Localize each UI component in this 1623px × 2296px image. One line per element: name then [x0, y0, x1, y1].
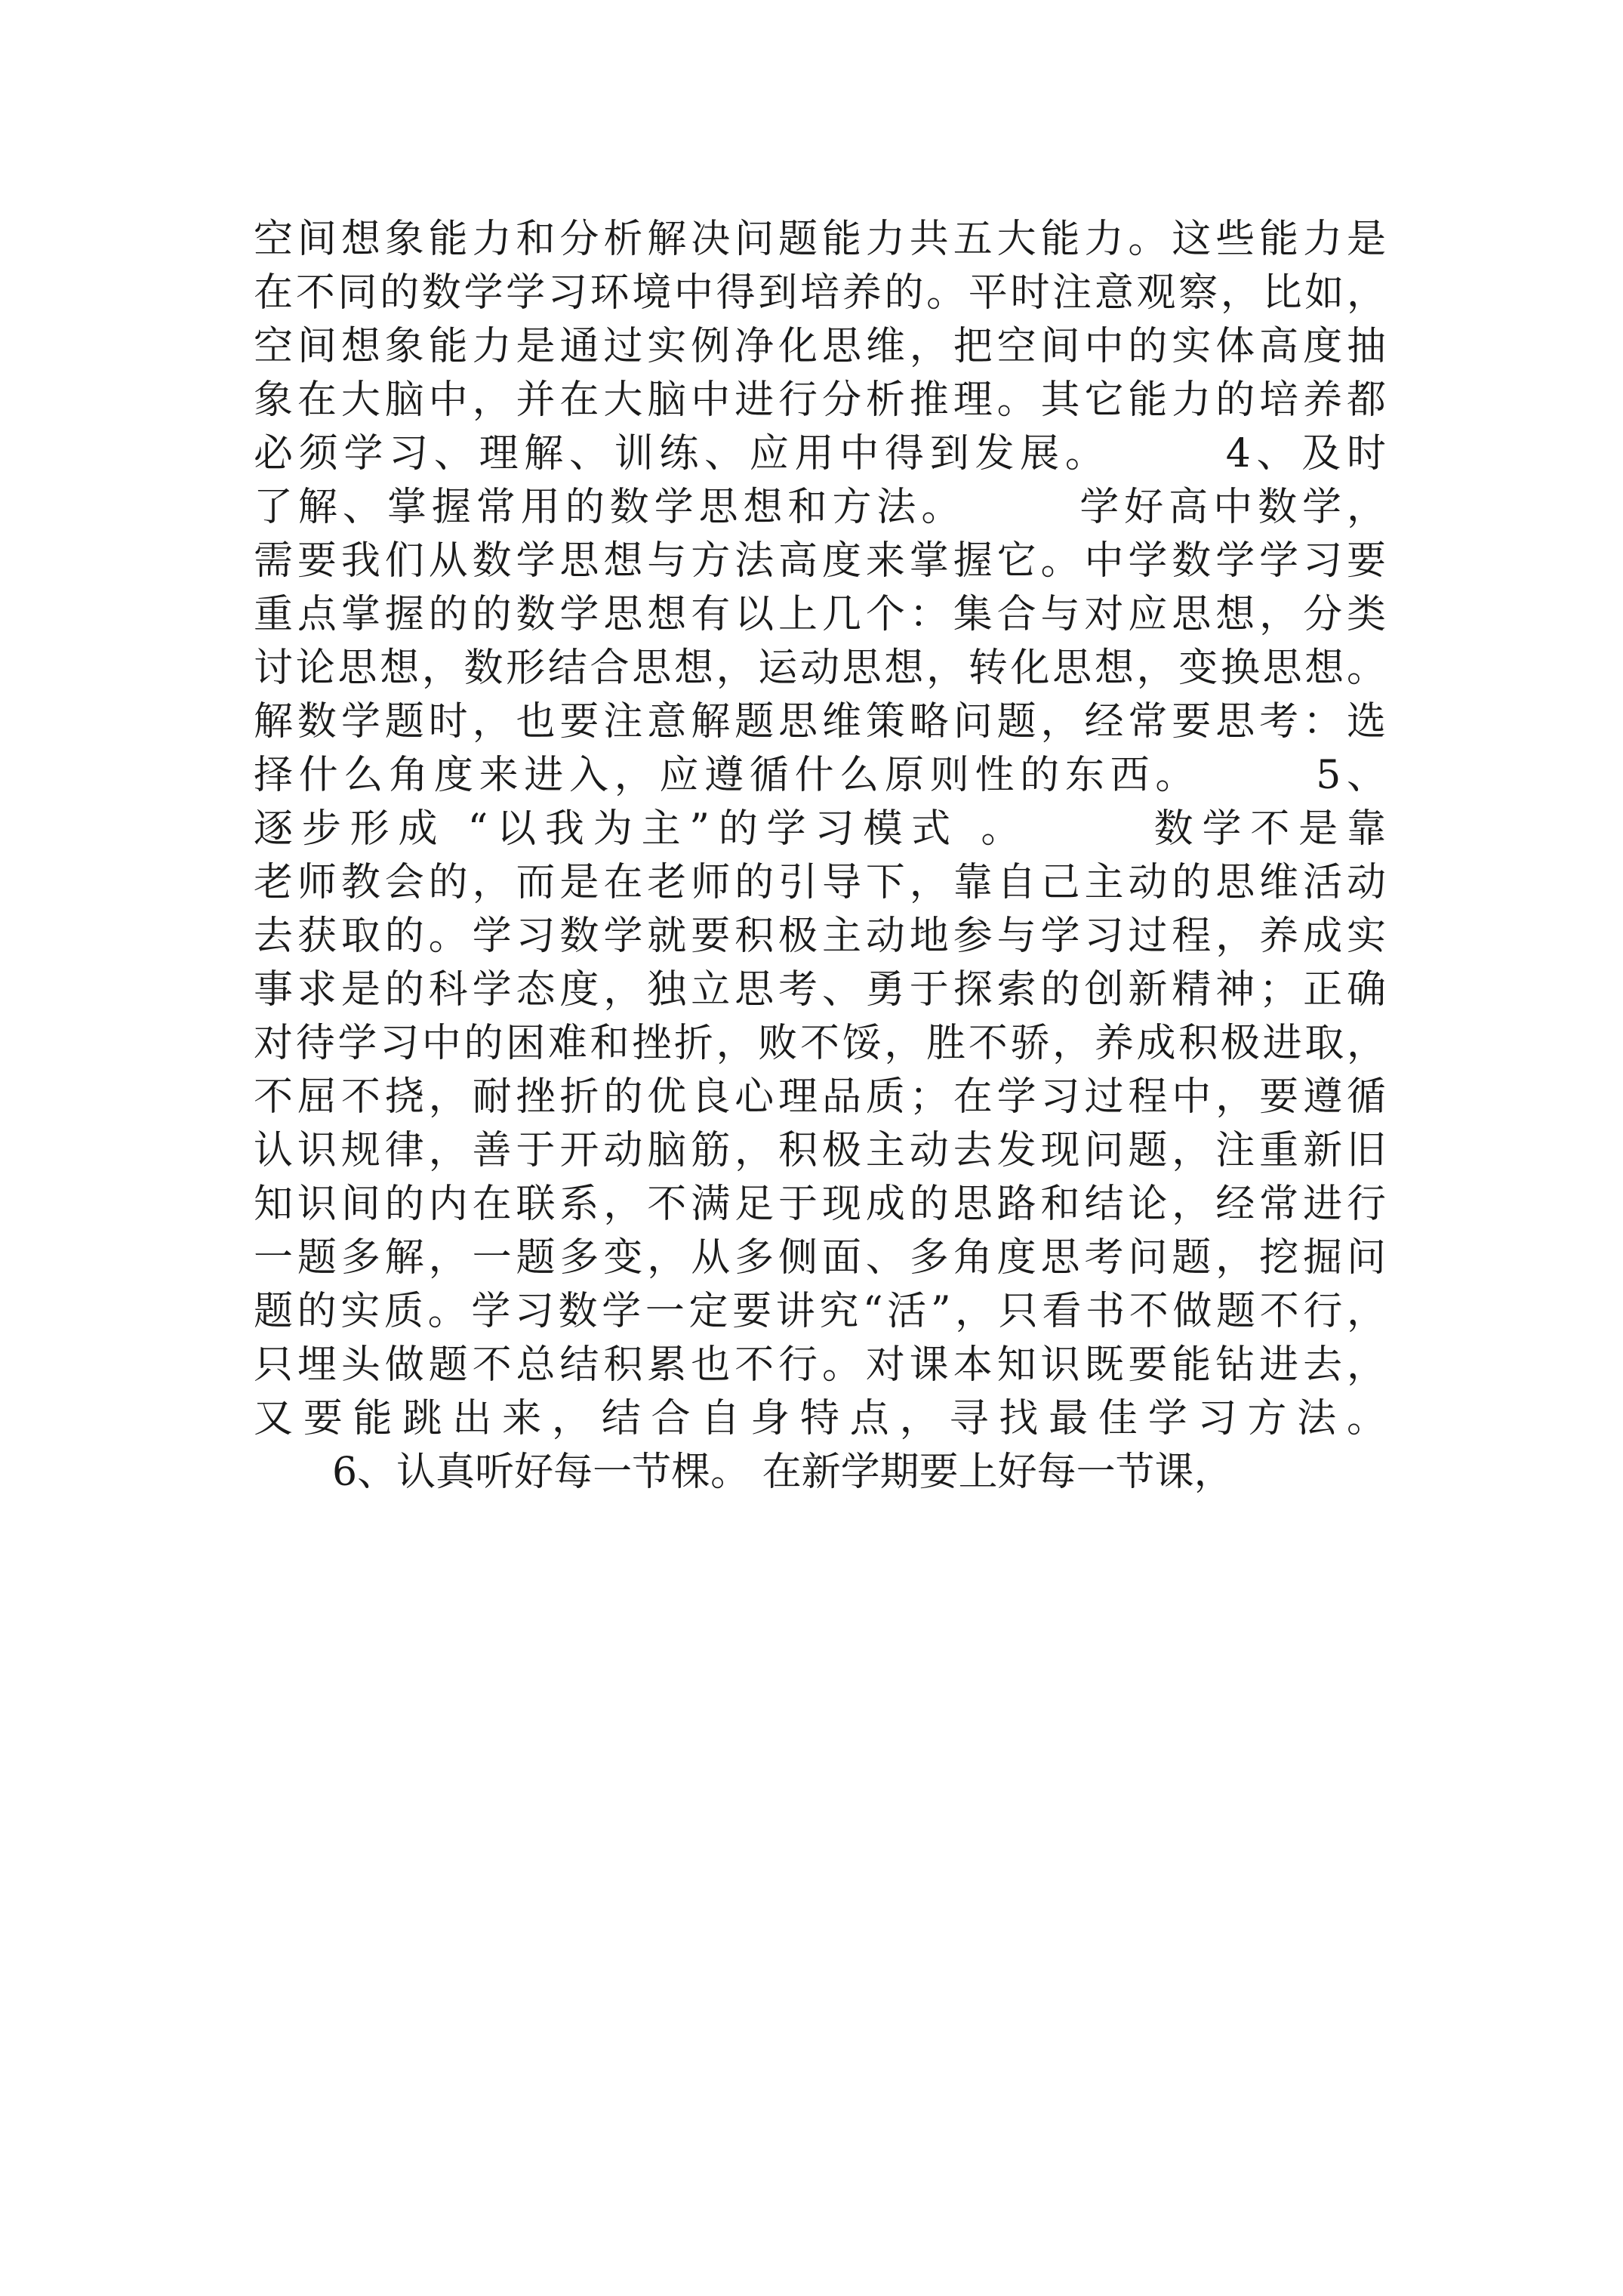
text-line: 认识规律，善于开动脑筋，积极主动去发现问题，注重新旧: [254, 1128, 1386, 1173]
text-line: 空间想象能力是通过实例净化思维，把空间中的实体高度抽: [254, 324, 1386, 369]
body-text: [254, 213, 1386, 1499]
text-line: 必须学习、理解、训练、应用中得到发展。 4、及时: [254, 431, 1386, 476]
text-line: 又要能跳出来，结合自身特点，寻找最佳学习方法。: [254, 1396, 1386, 1441]
text-line: 题的实质。学习数学一定要讲究“活”，只看书不做题不行，: [254, 1289, 1386, 1334]
text-line: 事求是的科学态度，独立思考、勇于探索的创新精神；正确: [254, 967, 1386, 1012]
text-line: 讨论思想，数形结合思想，运动思想，转化思想，变换思想。: [254, 646, 1386, 691]
text-line: 重点掌握的的数学思想有以上几个：集合与对应思想，分类: [254, 592, 1386, 637]
text-line: 去获取的。学习数学就要积极主动地参与学习过程，养成实: [254, 914, 1386, 959]
text-line: 知识间的内在联系，不满足于现成的思路和结论，经常进行: [254, 1182, 1386, 1227]
text-line: 6、认真听好每一节棵。 在新学期要上好每一节课，: [254, 1450, 1233, 1495]
text-line: 了解、掌握常用的数学思想和方法。 学好高中数学，: [254, 485, 1386, 530]
text-line: 空间想象能力和分析解决问题能力共五大能力。这些能力是: [254, 217, 1386, 262]
text-line: 逐步形成 “以我为主”的学习模式 。 数学不是靠: [254, 806, 1386, 852]
text-line: 在不同的数学学习环境中得到培养的。平时注意观察，比如，: [254, 270, 1386, 316]
text-line: 需要我们从数学思想与方法高度来掌握它。中学数学学习要: [254, 538, 1386, 584]
text-line: 象在大脑中，并在大脑中进行分析推理。其它能力的培养都: [254, 378, 1386, 423]
text-line: 老师教会的，而是在老师的引导下，靠自己主动的思维活动: [254, 860, 1386, 905]
text-line: 只埋头做题不总结积累也不行。对课本知识既要能钻进去，: [254, 1342, 1386, 1388]
text-line: 对待学习中的困难和挫折，败不馁，胜不骄，养成积极进取，: [254, 1021, 1386, 1066]
text-line: 择什么角度来进入，应遵循什么原则性的东西。 5、: [254, 753, 1386, 798]
text-line: 解数学题时，也要注意解题思维策略问题，经常要思考：选: [254, 699, 1386, 744]
text-line: 不屈不挠，耐挫折的优良心理品质；在学习过程中，要遵循: [254, 1074, 1386, 1120]
text-line: 一题多解，一题多变，从多侧面、多角度思考问题，挖掘问: [254, 1235, 1386, 1281]
